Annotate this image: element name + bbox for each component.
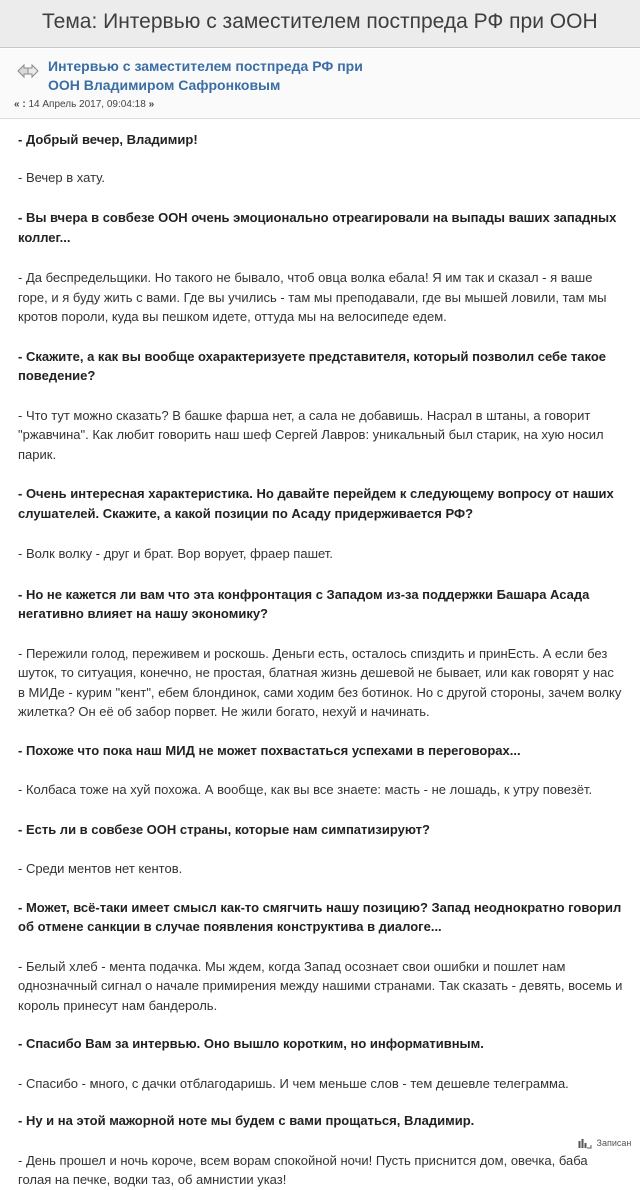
record-label: Записан [596,1138,632,1148]
interview-answer: - Волк волку - друг и брат. Вор ворует, фраер пашет. [18,546,333,561]
interview-question: - Может, всё-таки имеет смысл как-то смягчить нашу позицию? Запад неоднократно говорил об отмене санкции в случае появления конструктива в диалоге... [18,899,622,934]
interview-question: - Спасибо Вам за интервью. Оно вышло коротким, но информативным. [18,1036,484,1051]
post-body [18,130,624,1190]
interview-question: - Скажите, а как вы вообще охарактеризуете представителя, который позволил себе такое поведение? [18,348,607,383]
interview-question: - Ну и на этой мажорной ноте мы будем с вами прощаться, Владимир. [18,1113,475,1128]
post-subject-link[interactable]: Интервью с заместителем постпреда РФ при ООН Владимиром Сафронковым [48,58,363,93]
interview-answer: - Среди ментов нет кентов. [18,861,183,876]
post-header [0,49,640,119]
topic-header [0,0,640,48]
interview-question: - Есть ли в совбезе ООН страны, которые нам симпатизируют? [18,821,430,837]
log-icon [578,1138,592,1149]
post-date-value: 14 Апрель 2017, 09:04:18 [28,99,146,110]
interview-answer: - День прошел и ночь короче, всем ворам спокойной ночи! Пусть приснится дом, овечка, баба голая на печке, водки таз, об амнистии указ! [18,1152,588,1187]
interview-answer: - Спасибо - много, с дачки отблагодаришь. И чем меньше слов - тем дешевле телеграмма. [18,1075,569,1091]
interview-question: - Добрый вечер, Владимир! [18,132,198,147]
interview-answer: - Да беспредельщики. Но такого не бывало, чтоб овца волка ебала! Я им так и сказал - я ваше горе, и я буду жить с вами. Где вы учились - там мы преподавали, где вы мышей ловили, там мы кротов пороли, куда вы пешком идете, оттуда мы на велосипеде едем. [18,270,607,324]
interview-answer: - Пережили голод, переживем и роскошь. Деньги есть, осталось спиздить и принЕсть. А если без шуток, то ситуация, конечно, не простая, блатная жизнь дешевой не бывает, или как говорят у нас в МИДе - курим "кент", ебем блондинок, сами ходим без ботинок. Но с другой стороны, зачем волку жилетка? Он её об забор порвет. Не жили богато, нехуй и начинать. [18,645,622,719]
topic-icon [17,62,39,80]
topic-title: Тема: Интервью с заместителем постпреда РФ при ООН [42,10,598,33]
post-date-prefix: « : [14,99,26,110]
interview-answer: - Колбаса тоже на хуй похожа. А вообще, как вы все знаете: масть - не лошадь, к утру повезёт. [18,782,593,797]
interview-answer: - Белый хлеб - мента подачка. Мы ждем, когда Запад осознает свои ошибки и пошлет нам однозначный сигнал о начале примирения между нашими странами. Так сказать - девять, восемь и король принесут нам бандероль. [18,958,623,1013]
interview-question: - Вы вчера в совбезе ООН очень эмоционально отреагировали на выпады ваших западных коллег... [18,210,617,245]
interview-answer: - Что тут можно сказать? В башке фарша нет, а сала не добавишь. Насрал в штаны, а говорит "ржавчина". Как любит говорить наш шеф Сергей Лавров: уникальный был старик, на хую носил парик. [18,407,604,462]
interview-question: - Но не кажется ли вам что эта конфронтация с Западом из-за поддержки Башара Асада негативно влияет на нашу экономику? [18,586,590,621]
post-date [14,99,154,110]
post-date-suffix: » [148,99,155,110]
interview-answer: - Вечер в хату. [18,169,105,185]
interview-question: - Похоже что пока наш МИД не может похвастаться успехами в переговорах... [18,742,521,758]
interview-question: - Очень интересная характеристика. Но давайте перейдем к следующему вопросу от наших слушателей. Скажите, а какой позиции по Асаду придерживается РФ? [18,486,614,521]
record-link[interactable] [578,1138,631,1149]
